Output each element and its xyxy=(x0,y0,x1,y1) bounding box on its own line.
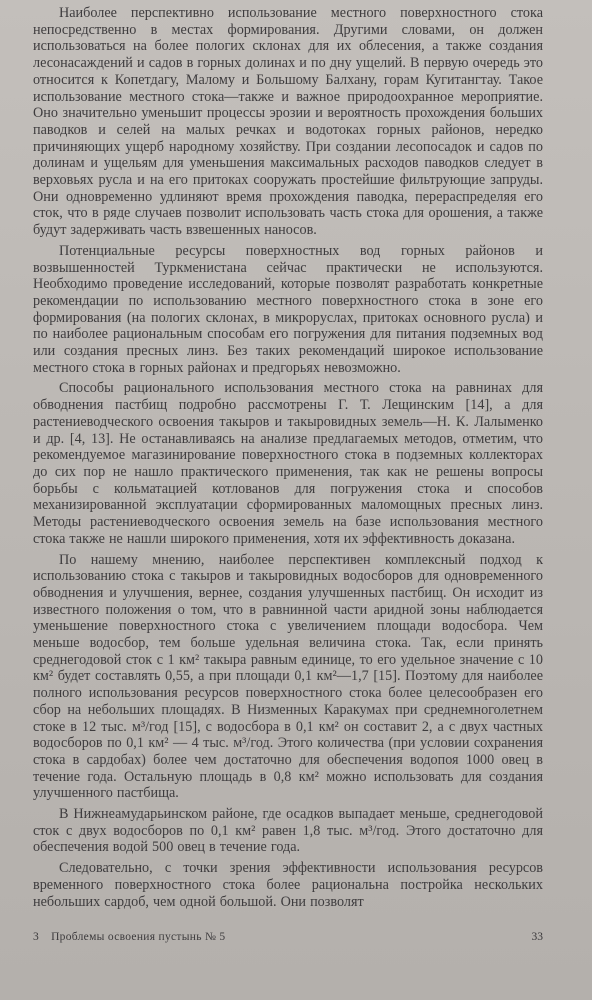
paragraph-1: Наиболее перспективно использование местного поверхностного стока непосредственно в местах формирования. Другими словами, он должен использоваться на более пологих склонах для их облесения, а также создания лесонасаждений и садов в горных долинах и по дну ущелий. В первую очередь это относится к Копетдагу, Малому и Большому Балхану, горам Кугитангтау. Такое использование местного стока—также и важное природоохранное мероприятие. Оно значительно уменьшит процессы эрозии и вероятность прохождения больших паводков и селей на малых речках и водотоках горных районов, нередко причиняющих ущерб народному хозяйству. При создании лесопосадок и садов по долинам и ущельям для уменьшения максимальных расходов паводков следует в верховьях русла и на его притоках сооружать простейшие фильтрующие запруды. Они одновременно удлиняют время прохождения паводка, перераспределяя его сток, что в ряде случаев позволит использовать часть стока для орошения, а также будут задерживать часть взвешенных наносов. xyxy=(33,5,543,239)
paragraph-3: Способы рационального использования местного стока на равнинах для обводнения пастбищ подробно рассмотрены Г. Т. Лещинским [14], а для растениеводческого освоения такыров и такыровидных земель—Н. К. Лалыменко и др. [4, 13]. Не останавливаясь на анализе предлагаемых методов, отметим, что рекомендуемое магазинирование поверхностного стока в подземных коллекторах до сих пор не нашло практического применения, так как не решены вопросы борьбы с кольматацией котлованов для погружения стока и способов механизированной эксплуатации сформированных маломощных пресных линз. Методы растениеводческого освоения земель на базе использования местного стока также не нашли широкого применения, хотя их эффективность доказана. xyxy=(33,380,543,547)
paragraph-6: Следовательно, с точки зрения эффективности использования ресурсов временного поверхностного стока более рациональна постройка нескольких небольших сардоб, чем одной большой. Они позволят xyxy=(33,860,543,910)
signature-number: 3 xyxy=(33,931,40,943)
page-footer xyxy=(33,931,543,949)
body-text xyxy=(33,5,543,914)
printer-signature xyxy=(33,931,225,943)
signature-text: Проблемы освоения пустынь № 5 xyxy=(51,931,226,943)
page-number: 33 xyxy=(531,931,543,943)
paragraph-2: Потенциальные ресурсы поверхностных вод горных районов и возвышенностей Туркменистана сейчас практически не используются. Необходимо проведение исследований, которые позволят разработать конкретные рекомендации по использованию местного поверхностного стока в зоне его формирования (на пологих склонах, в микроруслах, притоках основного русла) и по наиболее рациональным способам его погружения для питания подземных вод или создания пресных линз. Без таких рекомендаций широкое использование местного стока в горных районах и предгорьях невозможно. xyxy=(33,242,543,376)
paragraph-4: По нашему мнению, наиболее перспективен комплексный подход к использованию стока с такыров и такыровидных водосборов для одновременного обводнения и улучшения, вернее, создания улучшенных пастбищ. Он исходит из известного положения о том, что в равнинной части аридной зоны наблюдается уменьшение поверхностного стока с увеличением площади водосбора. Чем меньше водосбор, тем больше удельная величина стока. Так, если принять среднегодовой сток с 1 км² такыра равным единице, то его удельное значение с 10 км² будет составлять 0,55, а при площади 0,1 км²—1,7 [15]. Поэтому для наиболее полного использования ресурсов поверхностного стока более целесообразен его сбор на небольших площадях. В Низменных Каракумах при среднемноголетнем стоке в 12 тыс. м³/год [15], с водосбора в 0,1 км² он составит 2, а с двух частных водосборов по 0,1 км² — 4 тыс. м³/год. Этого количества (при условии сохранения стока в сардобах) более чем достаточно для обеспечения водопоя 1000 овец в течение года. Остальную площадь в 0,8 км² можно использовать для создания улучшенного пастбища. xyxy=(33,551,543,802)
paragraph-5: В Нижнеамударьинском районе, где осадков выпадает меньше, среднегодовой сток с двух водосборов по 0,1 км² равен 1,8 тыс. м³/год. Этого достаточно для обеспечения водой 500 овец в течение года. xyxy=(33,806,543,856)
